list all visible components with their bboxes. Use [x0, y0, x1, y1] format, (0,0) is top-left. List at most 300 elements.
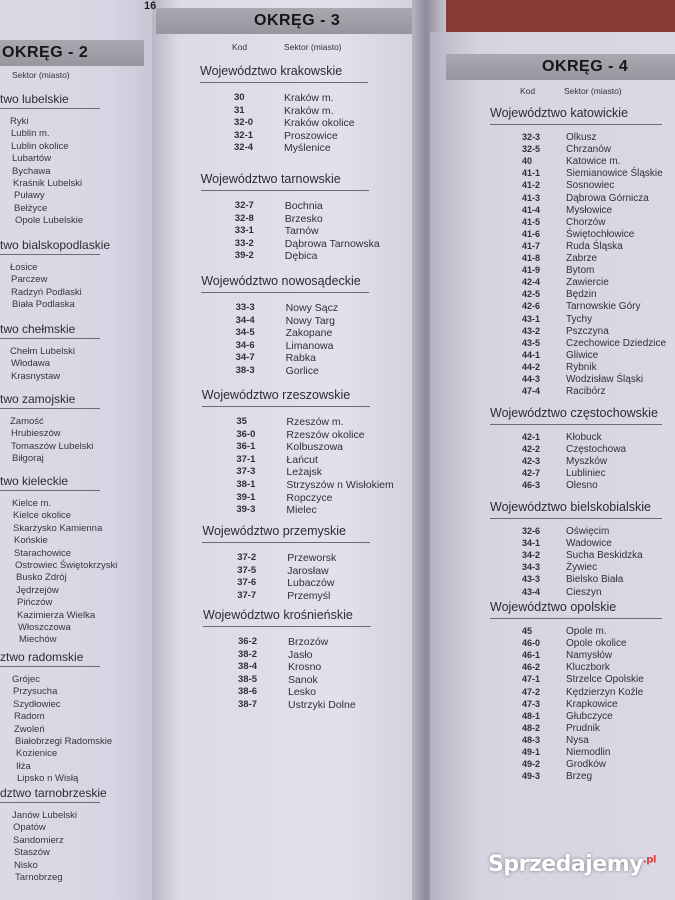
table-row	[236, 416, 416, 429]
kod-value: 48-1	[522, 710, 541, 721]
town-name: Olkusz	[566, 132, 597, 143]
kod-value: 38-6	[238, 686, 258, 698]
kod-value: 43-3	[522, 574, 541, 585]
section-heading: two bialskopodlaskie	[0, 238, 111, 252]
section-heading: Województwo bielskobialskie	[490, 500, 651, 514]
kod-value: 34-7	[235, 352, 255, 364]
town-name: Sosnowiec	[566, 180, 615, 192]
section-rule	[202, 542, 370, 543]
town-name: Mielec	[286, 504, 317, 517]
table-row	[522, 735, 674, 747]
section-heading: two chełmskie	[0, 322, 76, 336]
table-row	[522, 432, 674, 444]
kod-value: 43-4	[522, 586, 541, 597]
town-name: Rzeszów okolice	[286, 428, 365, 441]
town-name: Proszowice	[284, 129, 338, 142]
town-name: Dąbrowa Górnicza	[566, 192, 649, 204]
section-rule	[201, 190, 369, 191]
kod-value: 43-5	[522, 337, 541, 348]
table-row	[522, 374, 674, 386]
kod-value: 38-4	[238, 661, 258, 673]
town-name: Starachowice	[14, 547, 72, 559]
town-name: Chrzanów	[566, 144, 612, 156]
town-name: Mysłowice	[566, 204, 613, 216]
town-name: Włoszczowa	[18, 622, 71, 633]
town-name: Lublin m.	[11, 128, 50, 140]
okreg-4-header	[446, 54, 675, 80]
town-name: Częstochowa	[566, 444, 627, 456]
town-name: Nowy Sącz	[285, 302, 339, 314]
section-rule	[490, 518, 662, 519]
table-row	[522, 574, 674, 586]
town-name: Staszów	[14, 847, 50, 859]
town-name: Włodawa	[11, 358, 51, 370]
kod-value: 32-5	[522, 144, 541, 155]
town-name: Biłgoraj	[12, 453, 44, 465]
town-name: Jarosław	[287, 564, 329, 577]
town-name: Tarnów	[284, 225, 319, 238]
kod-value: 47-4	[522, 386, 541, 397]
town-name: Dąbrowa Tarnowska	[284, 237, 380, 250]
section-rule	[0, 254, 100, 255]
table-row	[522, 241, 674, 253]
table-row	[236, 327, 416, 340]
kod-value: 46-0	[522, 638, 541, 649]
section-rule	[0, 666, 100, 667]
kod-value: 32-1	[234, 129, 254, 141]
town-name: Grójec	[12, 674, 40, 685]
okreg-2-header	[0, 40, 144, 66]
town-name: Sucha Beskidzka	[566, 550, 643, 562]
town-name: Opole Lubelskie	[15, 215, 84, 227]
town-name: Cieszyn	[566, 586, 602, 598]
town-name: Strzelce Opolskie	[566, 674, 644, 686]
kod-value: 44-1	[522, 349, 541, 360]
kod-value: 41-1	[522, 168, 541, 179]
town-name: Wodzisław Śląski	[566, 374, 644, 385]
town-name: Lubartów	[12, 153, 52, 165]
town-name: Racibórz	[566, 386, 606, 398]
section-heading: Województwo krośnieńskie	[203, 608, 353, 622]
table-row	[238, 699, 418, 712]
town-name: Zawiercie	[566, 277, 609, 289]
town-name: Kłobuck	[566, 432, 602, 443]
kod-value: 42-7	[522, 468, 541, 479]
kod-value: 39-1	[236, 491, 256, 503]
table-row	[236, 441, 416, 454]
town-name: Żywiec	[566, 562, 598, 574]
table-row	[235, 200, 415, 213]
section-heading: Województwo przemyskie	[202, 524, 346, 538]
kod-value: 30	[234, 92, 245, 103]
town-name: Oświęcim	[566, 526, 610, 537]
kod-value: 39-2	[234, 250, 254, 262]
town-name: Opole m.	[566, 626, 607, 637]
table-row	[236, 365, 416, 378]
table-row	[522, 338, 674, 350]
table-row	[238, 636, 418, 649]
town-name: Strzyszów n Wisłokiem	[286, 479, 394, 491]
town-name: Sanok	[288, 673, 318, 686]
town-name: Leżajsk	[286, 466, 322, 479]
kod-value: 44-2	[522, 361, 541, 372]
section-heading: Województwo częstochowskie	[490, 406, 658, 420]
town-name: Prudnik	[566, 722, 600, 734]
town-name: Tarnobrzeg	[15, 872, 63, 883]
section-rule	[201, 292, 369, 293]
town-name: Olesno	[566, 480, 598, 492]
table-row	[237, 565, 417, 578]
kod-value: 47-3	[522, 698, 541, 709]
table-row	[236, 315, 416, 328]
town-name: Radzyń Podlaski	[11, 286, 82, 298]
table-row	[522, 289, 674, 301]
town-name: Głubczyce	[566, 710, 613, 722]
kod-value: 41-8	[522, 253, 541, 263]
town-name: Przeworsk	[287, 552, 337, 564]
town-name: Nysa	[566, 734, 589, 746]
town-name: Łosice	[10, 262, 38, 273]
section-rule	[490, 618, 662, 619]
sektor-label: Sektor (miasto)	[564, 86, 622, 96]
town-name: Bielsko Biała	[566, 574, 624, 586]
town-name: Siemianowice Śląskie	[566, 168, 663, 180]
table-row	[522, 747, 674, 759]
table-row	[522, 350, 674, 362]
kod-value: 31	[234, 104, 245, 116]
town-name: Zakopane	[285, 327, 333, 340]
town-name: Zabrze	[566, 253, 598, 264]
kod-value: 48-3	[522, 734, 541, 745]
town-name: Myślenice	[284, 142, 331, 155]
town-name: Iłża	[16, 760, 31, 772]
kod-value: 41-5	[522, 216, 541, 227]
table-row	[236, 466, 416, 479]
section-rule	[202, 406, 370, 407]
table-row	[522, 265, 674, 277]
kod-value: 34-5	[235, 327, 255, 339]
town-name: Kraśnik Lubelski	[13, 178, 83, 189]
section-heading: Województwo nowosądeckie	[201, 274, 361, 288]
town-name: Brzeg	[566, 771, 593, 783]
town-name: Lesko	[288, 686, 317, 699]
kod-value: 32-4	[234, 142, 254, 154]
table-row	[522, 526, 674, 538]
kod-value: 38-1	[236, 479, 256, 490]
table-row	[238, 661, 418, 674]
okreg-2-title: OKRĘG - 2	[2, 44, 89, 61]
town-name: Puławy	[14, 190, 45, 202]
town-name: Białobrzegi Radomskie	[15, 736, 113, 747]
section-rule	[0, 490, 100, 491]
kod-value: 32-6	[522, 526, 541, 536]
kod-value: 37-3	[236, 466, 256, 478]
table-row	[522, 723, 674, 735]
town-name: Kędzierzyn Koźle	[566, 686, 644, 698]
kod-value: 42-5	[522, 289, 541, 300]
table-row	[237, 552, 417, 565]
town-name: Biała Podlaska	[12, 299, 75, 311]
okreg-3-header	[156, 8, 412, 34]
kod-value: 38-2	[238, 648, 258, 660]
town-name: Chełm Lubelski	[10, 346, 75, 357]
kod-value: 33-3	[235, 302, 255, 313]
town-name: Pińczów	[17, 597, 53, 609]
town-name: Będzin	[566, 289, 597, 301]
kod-value: 33-2	[234, 237, 254, 249]
table-row	[522, 156, 674, 168]
table-row	[522, 759, 674, 771]
town-name: Gliwice	[566, 349, 599, 361]
section-heading: two kieleckie	[0, 474, 69, 488]
kod-value: 45	[522, 626, 533, 636]
kod-value: 42-3	[522, 456, 541, 467]
kod-value: 37-5	[237, 564, 257, 576]
town-name: Chorzów	[566, 216, 606, 228]
town-name: Katowice m.	[566, 156, 621, 168]
table-row	[236, 340, 416, 353]
kod-value: 34-4	[235, 314, 255, 326]
town-name: Grodków	[566, 759, 607, 771]
section-rule	[0, 802, 100, 803]
table-row	[522, 326, 674, 338]
town-name: Miechów	[19, 634, 57, 646]
table-row	[522, 314, 674, 326]
table-row	[522, 277, 674, 289]
section-heading: Województwo rzeszowskie	[201, 388, 351, 402]
table-row	[522, 662, 674, 674]
table-row	[236, 429, 416, 442]
kod-label: Kod	[232, 42, 248, 52]
section-rule	[0, 108, 100, 109]
kod-value: 46-2	[522, 662, 541, 673]
section-rule	[0, 408, 100, 409]
table-row	[522, 362, 674, 374]
table-row	[522, 444, 674, 456]
right-page	[430, 32, 675, 900]
town-name: Tarnowskie Góry	[566, 301, 641, 313]
table-row	[234, 92, 414, 105]
kod-value: 41-7	[522, 240, 541, 251]
town-name: Busko Zdrój	[16, 572, 67, 584]
kod-value: 39-3	[236, 504, 256, 516]
kod-value: 34-2	[522, 550, 541, 561]
town-name: Ryki	[10, 116, 29, 127]
table-row	[522, 587, 674, 599]
kod-value: 32-8	[234, 212, 254, 224]
kod-value: 43-2	[522, 325, 541, 336]
kod-label: Kod	[520, 86, 536, 96]
town-name: Lubliniec	[566, 468, 606, 480]
section-rule	[490, 124, 662, 125]
okreg-4-title: OKRĘG - 4	[542, 58, 629, 75]
watermark-logo: Sprzedajemy$^{.pl}$	[488, 852, 656, 877]
town-name: Zwoleń	[14, 723, 45, 735]
table-row	[522, 638, 674, 650]
table-row	[522, 205, 674, 217]
kod-value: 34-3	[522, 562, 541, 573]
kod-value: 43-1	[522, 313, 541, 324]
table-row	[236, 504, 416, 517]
town-name: Świętochłowice	[566, 228, 635, 240]
town-name: Tomaszów Lubelski	[11, 440, 94, 452]
town-name: Przemyśl	[287, 589, 331, 602]
town-name: Brzozów	[288, 636, 329, 648]
table-row	[236, 302, 416, 315]
table-row	[235, 213, 415, 226]
town-name: Parczew	[11, 274, 48, 286]
table-row	[237, 577, 417, 590]
kod-value: 33-1	[234, 225, 254, 237]
kod-value: 36-2	[238, 636, 258, 647]
table-row	[234, 117, 414, 130]
section-rule	[0, 338, 100, 339]
table-row	[522, 144, 674, 156]
table-row	[236, 492, 416, 505]
table-row	[522, 301, 674, 313]
section-heading: ztwo radomskie	[0, 650, 84, 664]
table-row	[236, 352, 416, 365]
middle-page	[144, 0, 420, 900]
table-row	[234, 142, 414, 155]
kod-value: 40	[522, 156, 533, 167]
town-name: Jędrzejów	[16, 584, 59, 596]
okreg-3-title: OKRĘG - 3	[254, 12, 341, 29]
table-row	[522, 193, 674, 205]
town-name: Nowy Targ	[285, 314, 336, 327]
table-row	[238, 686, 418, 699]
kod-value: 49-3	[522, 771, 541, 782]
table-row	[234, 105, 414, 118]
table-row	[522, 253, 674, 265]
table-row	[522, 468, 674, 480]
kod-value: 49-1	[522, 747, 541, 757]
table-row	[236, 454, 416, 467]
town-name: Szydłowiec	[13, 698, 61, 710]
town-name: Krapkowice	[566, 698, 618, 710]
town-name: Krasnystaw	[11, 370, 61, 382]
town-name: Rzeszów m.	[286, 416, 344, 428]
town-name: Ustrzyki Dolne	[288, 699, 356, 711]
table-row	[237, 590, 417, 603]
town-name: Skarżysko Kamienna	[13, 522, 103, 534]
page-number: 16	[144, 0, 157, 12]
section-rule	[490, 424, 662, 425]
table-row	[522, 687, 674, 699]
town-name: Kazimierza Wielka	[17, 609, 96, 621]
kod-value: 42-1	[522, 432, 541, 442]
town-name: Kluczbork	[566, 662, 610, 674]
table-row	[522, 386, 674, 398]
town-name: Kraków m.	[284, 92, 334, 104]
town-name: Opatów	[13, 822, 46, 834]
town-name: Krosno	[288, 661, 322, 674]
town-name: Bytom	[566, 265, 595, 277]
table-row	[522, 132, 674, 144]
sektor-label: Sektor (miasto)	[284, 42, 342, 52]
town-name: Rybnik	[566, 361, 597, 373]
kod-value: 41-2	[522, 180, 541, 191]
kod-value: 32-3	[522, 132, 541, 142]
town-name: Niemodlin	[566, 747, 611, 758]
kod-value: 37-2	[237, 552, 257, 563]
town-name: Limanowa	[285, 339, 334, 352]
table-row	[522, 550, 674, 562]
town-name: Rabka	[285, 352, 316, 365]
section-heading: Województwo opolskie	[490, 600, 617, 614]
town-name: Ropczyce	[286, 491, 333, 504]
kod-value: 36-0	[236, 428, 256, 440]
table-row	[522, 480, 674, 492]
kod-value: 48-2	[522, 722, 541, 733]
town-name: Dębica	[284, 250, 318, 263]
kod-value: 38-5	[238, 673, 258, 685]
town-name: Lubaczów	[287, 577, 335, 590]
town-name: Nisko	[14, 859, 38, 871]
town-name: Lublin okolice	[11, 140, 69, 152]
table-row	[522, 650, 674, 662]
town-name: Namysłów	[566, 650, 613, 662]
table-row	[235, 238, 415, 251]
town-name: Lipsko n Wisłą	[17, 773, 79, 785]
kod-value: 38-3	[235, 365, 255, 376]
table-row	[522, 562, 674, 574]
town-name: Jasło	[288, 648, 313, 661]
town-name: Ruda Śląska	[566, 240, 623, 252]
kod-value: 49-2	[522, 759, 541, 770]
town-name: Pszczyna	[566, 325, 609, 337]
table-row	[522, 168, 674, 180]
town-name: Wadowice	[566, 538, 612, 550]
table-row	[522, 217, 674, 229]
section-rule	[203, 626, 371, 627]
table-row	[236, 479, 416, 492]
town-name: Bochnia	[284, 200, 323, 212]
kod-value: 34-6	[235, 339, 255, 351]
town-name: Kielce okolice	[13, 510, 72, 522]
kod-value: 46-1	[522, 650, 541, 661]
kod-value: 41-6	[522, 228, 541, 239]
section-heading: Województwo krakowskie	[200, 64, 343, 78]
town-name: Kolbuszowa	[286, 441, 344, 454]
town-name: Brzesko	[284, 212, 323, 225]
table-row	[235, 225, 415, 238]
town-name: Myszków	[566, 456, 608, 468]
town-name: Łańcut	[286, 453, 318, 466]
section-heading: Województwo katowickie	[490, 106, 629, 120]
town-name: Przysucha	[13, 686, 58, 698]
table-row	[522, 626, 674, 638]
table-row	[522, 456, 674, 468]
kod-value: 41-3	[522, 192, 541, 203]
table-row	[238, 674, 418, 687]
town-name: Kozienice	[16, 748, 58, 760]
town-name: Kraków okolice	[284, 117, 355, 130]
section-heading: Województwo tarnowskie	[200, 172, 341, 186]
town-name: Kielce m.	[12, 498, 52, 509]
kod-value: 37-1	[236, 453, 256, 465]
town-name: Kraków m.	[284, 104, 334, 117]
town-name: Końskie	[14, 535, 48, 547]
town-name: Hrubieszów	[11, 428, 61, 440]
kod-value: 42-2	[522, 444, 541, 455]
town-name: Czechowice Dziedzice	[566, 337, 667, 349]
section-heading: dztwo tarnobrzeskie	[0, 786, 107, 800]
left-column-label: Sektor (miasto)	[12, 70, 70, 80]
kod-value: 37-6	[237, 577, 257, 589]
town-name: Zamość	[10, 416, 44, 427]
table-row	[522, 538, 674, 550]
